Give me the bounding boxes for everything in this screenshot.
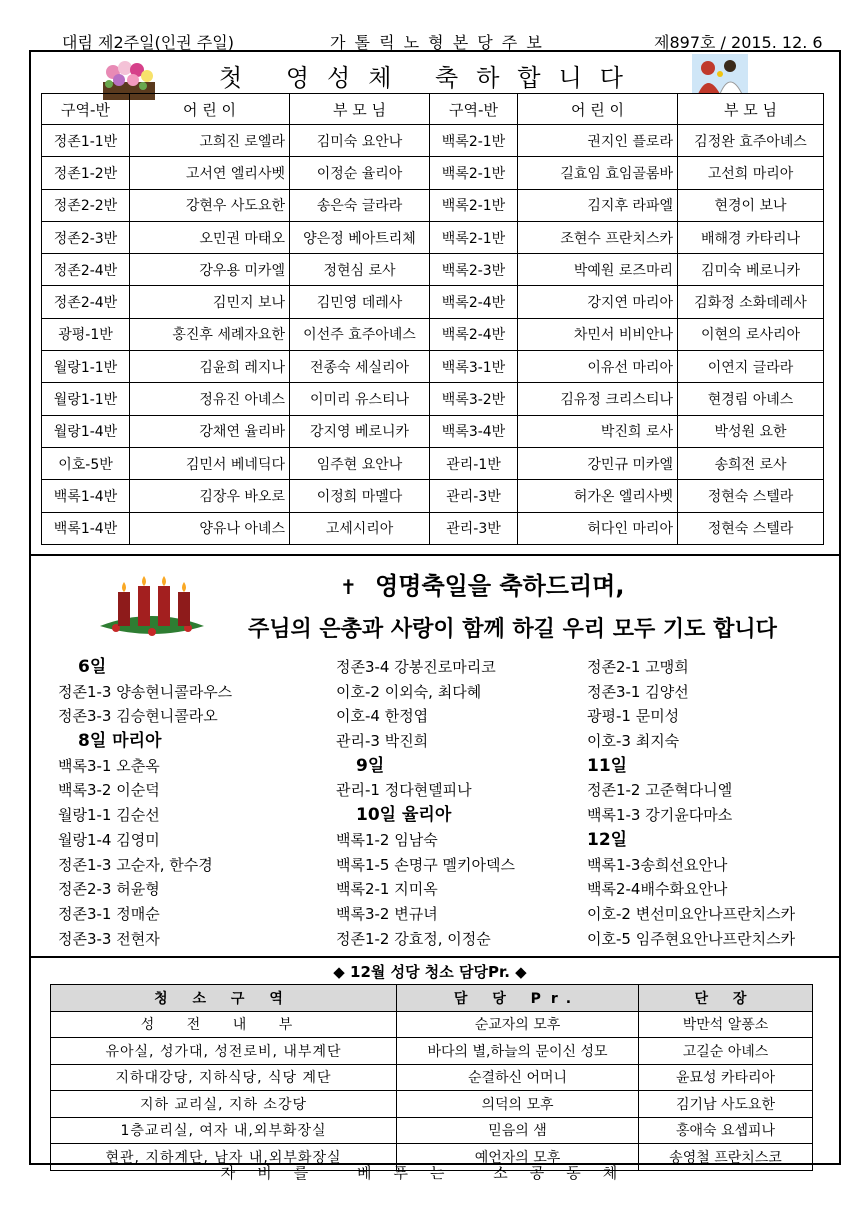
- parent-name-cell: 이현의 로사리아: [678, 318, 824, 350]
- nameday-date-heading: 10일 율리아: [356, 805, 452, 826]
- district-cell: 백록2-1반: [430, 125, 518, 157]
- table-row: [51, 1038, 813, 1065]
- child-name-cell: 고서연 엘리사벳: [130, 157, 290, 189]
- child-name-cell: 김지후 라파엘: [518, 189, 678, 221]
- child-name-cell: 강우용 미카엘: [130, 254, 290, 286]
- child-name-cell: 길효임 효임골롬바: [518, 157, 678, 189]
- column-header: 부 모 님: [678, 94, 824, 125]
- nameday-entry: 백록2-1 지미옥: [336, 880, 438, 899]
- district-cell: 관리-3반: [430, 480, 518, 512]
- cleaning-area-cell: 1층교리실, 여자 내,외부화장실: [51, 1117, 397, 1144]
- child-name-cell: 김윤희 레지나: [130, 351, 290, 383]
- parent-name-cell: 김정완 효주아녜스: [678, 125, 824, 157]
- cleaning-area-cell: 성 전 내 부: [51, 1011, 397, 1038]
- district-cell: 광평-1반: [42, 318, 130, 350]
- parent-name-cell: 양은정 베아트리체: [290, 221, 430, 253]
- issue-number-date: 제897호 / 2015. 12. 6: [654, 33, 823, 52]
- district-cell: 백록2-4반: [430, 318, 518, 350]
- district-cell: 백록2-4반: [430, 286, 518, 318]
- child-name-cell: 김장우 바오로: [130, 480, 290, 512]
- district-cell: 백록2-1반: [430, 157, 518, 189]
- nameday-entry: 백록1-5 손명구 멜키아덱스: [336, 855, 515, 874]
- assigned-praesidium-cell: 예언자의 모후: [397, 1144, 639, 1171]
- parent-name-cell: 전종숙 세실리아: [290, 351, 430, 383]
- table-row: [42, 221, 824, 253]
- first-communion-table: [41, 93, 824, 545]
- child-name-cell: 이유선 마리아: [518, 351, 678, 383]
- child-name-cell: 조현수 프란치스카: [518, 221, 678, 253]
- parent-name-cell: 배해경 카타리나: [678, 221, 824, 253]
- cleaning-area-cell: 유아실, 성가대, 성전로비, 내부계단: [51, 1038, 397, 1065]
- district-cell: 이호-5반: [42, 447, 130, 479]
- nameday-entry: 정존1-2 고준혁다니엘: [587, 781, 733, 800]
- child-name-cell: 차민서 비비안나: [518, 318, 678, 350]
- nameday-subtitle: 주님의 은총과 사랑이 함께 하길 우리 모두 기도 합니다: [248, 617, 777, 642]
- child-name-cell: 허다인 마리아: [518, 512, 678, 544]
- parent-name-cell: 김미숙 요안나: [290, 125, 430, 157]
- section-divider: [29, 956, 841, 958]
- leader-cell: 윤묘성 카타리아: [639, 1064, 813, 1091]
- child-name-cell: 박진희 로사: [518, 415, 678, 447]
- district-cell: 백록3-4반: [430, 415, 518, 447]
- table-row: [42, 125, 824, 157]
- section-divider: [29, 554, 841, 556]
- nameday-entry: 이호-3 최지숙: [587, 732, 680, 751]
- advent-wreath-icon: [96, 570, 208, 640]
- child-name-cell: 허가온 엘리사벳: [518, 480, 678, 512]
- child-name-cell: 박예원 로즈마리: [518, 254, 678, 286]
- district-cell: 백록2-1반: [430, 189, 518, 221]
- nameday-entry: 월랑1-4 김영미: [58, 830, 160, 849]
- parent-name-cell: 정현숙 스텔라: [678, 512, 824, 544]
- district-cell: 백록1-4반: [42, 480, 130, 512]
- parent-name-cell: 고선희 마리아: [678, 157, 824, 189]
- assigned-praesidium-cell: 순교자의 모후: [397, 1011, 639, 1038]
- table-row: [42, 189, 824, 221]
- column-header: 단 장: [639, 985, 813, 1012]
- table-row: [51, 1064, 813, 1091]
- nameday-entry: 백록1-3 강기윤다마소: [587, 806, 733, 825]
- district-cell: 월랑1-1반: [42, 383, 130, 415]
- nameday-entry: 관리-3 박진희: [336, 732, 429, 751]
- child-name-cell: 김민지 보나: [130, 286, 290, 318]
- table-row: [42, 254, 824, 286]
- nameday-entry: 정존3-3 전현자: [58, 929, 160, 948]
- parent-name-cell: 고세시리아: [290, 512, 430, 544]
- child-name-cell: 강지연 마리아: [518, 286, 678, 318]
- nameday-date-heading: 8일 마리아: [78, 731, 162, 752]
- nameday-entry: 정존1-3 고순자, 한수경: [58, 855, 213, 874]
- district-cell: 백록2-3반: [430, 254, 518, 286]
- leader-cell: 박만석 알퐁소: [639, 1011, 813, 1038]
- district-cell: 월랑1-4반: [42, 415, 130, 447]
- nameday-entry: 백록3-2 변규녀: [336, 904, 438, 923]
- parent-name-cell: 이선주 효주아녜스: [290, 318, 430, 350]
- nameday-date-heading: 11일: [587, 755, 628, 776]
- leader-cell: 홍애숙 요셉피나: [639, 1117, 813, 1144]
- district-cell: 정존2-4반: [42, 286, 130, 318]
- column-header: 부 모 님: [290, 94, 430, 125]
- leader-cell: 송영철 프란치스코: [639, 1144, 813, 1171]
- table-header-row: [42, 94, 824, 125]
- nameday-title: [340, 566, 624, 601]
- table-row: [42, 415, 824, 447]
- parent-name-cell: 이미리 유스티나: [290, 383, 430, 415]
- child-name-cell: 강민규 미카엘: [518, 447, 678, 479]
- nameday-column-3: [587, 655, 795, 951]
- child-name-cell: 권지인 플로라: [518, 125, 678, 157]
- child-name-cell: 정유진 아녜스: [130, 383, 290, 415]
- nameday-entry: 광평-1 문미성: [587, 707, 680, 726]
- cleaning-area-cell: 지하 교리실, 지하 소강당: [51, 1091, 397, 1118]
- assigned-praesidium-cell: 바다의 별,하늘의 문이신 성모: [397, 1038, 639, 1065]
- table-row: [42, 351, 824, 383]
- table-row: [42, 157, 824, 189]
- table-row: [42, 447, 824, 479]
- nameday-entry: 정존1-3 양송현니콜라우스: [58, 682, 233, 701]
- nameday-entry: 관리-1 정다현델피나: [336, 781, 472, 800]
- column-header: 어 린 이: [518, 94, 678, 125]
- bulletin-title: 가 톨 릭 노 형 본 당 주 보: [330, 33, 544, 52]
- nameday-column-1: [58, 655, 232, 951]
- district-cell: 정존2-4반: [42, 254, 130, 286]
- leader-cell: 김기남 사도요한: [639, 1091, 813, 1118]
- table-row: [42, 480, 824, 512]
- nameday-entry: 정존3-3 김승현니콜라오: [58, 707, 218, 726]
- column-header: 어 린 이: [130, 94, 290, 125]
- parent-name-cell: 박성원 요한: [678, 415, 824, 447]
- district-cell: 백록2-1반: [430, 221, 518, 253]
- nameday-entry: 정존2-1 고맹희: [587, 658, 689, 676]
- district-cell: 정존1-1반: [42, 125, 130, 157]
- nameday-date-heading: 6일: [78, 657, 107, 677]
- nameday-entry: 정존1-2 강효정, 이정순: [336, 929, 491, 948]
- nameday-entry: 이호-4 한정엽: [336, 707, 429, 726]
- assigned-praesidium-cell: 믿음의 샘: [397, 1117, 639, 1144]
- table-row: [51, 1091, 813, 1118]
- child-name-cell: 고희진 로엘라: [130, 125, 290, 157]
- district-cell: 정존2-2반: [42, 189, 130, 221]
- cross-icon: ✝: [340, 575, 357, 599]
- parent-name-cell: 송희전 로사: [678, 447, 824, 479]
- parent-name-cell: 현경이 보나: [678, 189, 824, 221]
- parent-name-cell: 김미숙 베로니카: [678, 254, 824, 286]
- child-name-cell: 강현우 사도요한: [130, 189, 290, 221]
- child-name-cell: 홍진후 세례자요한: [130, 318, 290, 350]
- nameday-entry: 이호-5 임주현요안나프란치스카: [587, 929, 796, 948]
- parent-name-cell: 강지영 베로니카: [290, 415, 430, 447]
- parent-name-cell: 송은숙 글라라: [290, 189, 430, 221]
- parent-name-cell: 김민영 데레사: [290, 286, 430, 318]
- nameday-entry: 백록1-2 임남숙: [336, 830, 438, 849]
- column-header: 청 소 구 역: [51, 985, 397, 1012]
- parent-name-cell: 이연지 글라라: [678, 351, 824, 383]
- nameday-entry: 백록3-2 이순덕: [58, 781, 160, 800]
- column-header: 구역-반: [430, 94, 518, 125]
- child-name-cell: 김유정 크리스티나: [518, 383, 678, 415]
- assigned-praesidium-cell: 순결하신 어머니: [397, 1064, 639, 1091]
- table-header-row: [51, 985, 813, 1012]
- cleaning-area-cell: 현관, 지하계단, 남자 내,외부화장실: [51, 1144, 397, 1171]
- communion-figure-icon: [692, 54, 748, 94]
- parent-name-cell: 정현심 로사: [290, 254, 430, 286]
- table-row: [42, 318, 824, 350]
- parent-name-cell: 김화정 소화데레사: [678, 286, 824, 318]
- nameday-title-text: 영명축일을 축하드리며,: [375, 572, 625, 600]
- child-name-cell: 양유나 아녜스: [130, 512, 290, 544]
- nameday-column-2: [336, 655, 515, 951]
- table-row: [42, 383, 824, 415]
- parent-name-cell: 이정순 율리아: [290, 157, 430, 189]
- nameday-date-heading: 12일: [587, 829, 628, 850]
- community-motto: 자비를 베푸는 소공동체: [220, 1164, 640, 1182]
- district-cell: 백록3-1반: [430, 351, 518, 383]
- district-cell: 관리-1반: [430, 447, 518, 479]
- first-communion-title: 첫 영성체 축하합니다: [219, 64, 641, 92]
- nameday-entry: 정존3-1 김양선: [587, 682, 689, 701]
- column-header: 담 당 Pr.: [397, 985, 639, 1012]
- parent-name-cell: 이정희 마멜다: [290, 480, 430, 512]
- nameday-entry: 백록1-3송희선요안나: [587, 855, 728, 874]
- nameday-entry: 월랑1-1 김순선: [58, 806, 160, 825]
- cleaning-area-cell: 지하대강당, 지하식당, 식당 계단: [51, 1064, 397, 1091]
- nameday-entry: 백록2-4배수화요안나: [587, 880, 728, 899]
- nameday-entry: 이호-2 변선미요안나프란치스카: [587, 904, 796, 923]
- district-cell: 월랑1-1반: [42, 351, 130, 383]
- parent-name-cell: 현경림 아녜스: [678, 383, 824, 415]
- liturgical-day: 대림 제2주일(인권 주일): [62, 33, 234, 52]
- nameday-entry: 정존3-1 정매순: [58, 904, 160, 923]
- nameday-entry: 정존3-4 강봉진로마리코: [336, 658, 496, 676]
- table-row: [42, 286, 824, 318]
- table-row: [42, 512, 824, 544]
- nameday-entry: 이호-2 이외숙, 최다혜: [336, 682, 482, 701]
- cleaning-schedule-title: ◆ 12월 성당 청소 담당Pr. ◆: [333, 963, 527, 981]
- child-name-cell: 김민서 베네딕다: [130, 447, 290, 479]
- district-cell: 백록1-4반: [42, 512, 130, 544]
- district-cell: 백록3-2반: [430, 383, 518, 415]
- district-cell: 정존1-2반: [42, 157, 130, 189]
- cleaning-schedule-table: [50, 984, 813, 1171]
- child-name-cell: 오민권 마태오: [130, 221, 290, 253]
- table-row: [51, 1117, 813, 1144]
- leader-cell: 고길순 아녜스: [639, 1038, 813, 1065]
- district-cell: 정존2-3반: [42, 221, 130, 253]
- table-row: [51, 1011, 813, 1038]
- assigned-praesidium-cell: 의덕의 모후: [397, 1091, 639, 1118]
- column-header: 구역-반: [42, 94, 130, 125]
- nameday-entry: 백록3-1 오춘옥: [58, 756, 160, 775]
- nameday-entry: 정존2-3 허윤형: [58, 880, 160, 899]
- district-cell: 관리-3반: [430, 512, 518, 544]
- nameday-date-heading: 9일: [356, 755, 385, 776]
- child-name-cell: 강채연 율리바: [130, 415, 290, 447]
- parent-name-cell: 임주현 요안나: [290, 447, 430, 479]
- parent-name-cell: 정현숙 스텔라: [678, 480, 824, 512]
